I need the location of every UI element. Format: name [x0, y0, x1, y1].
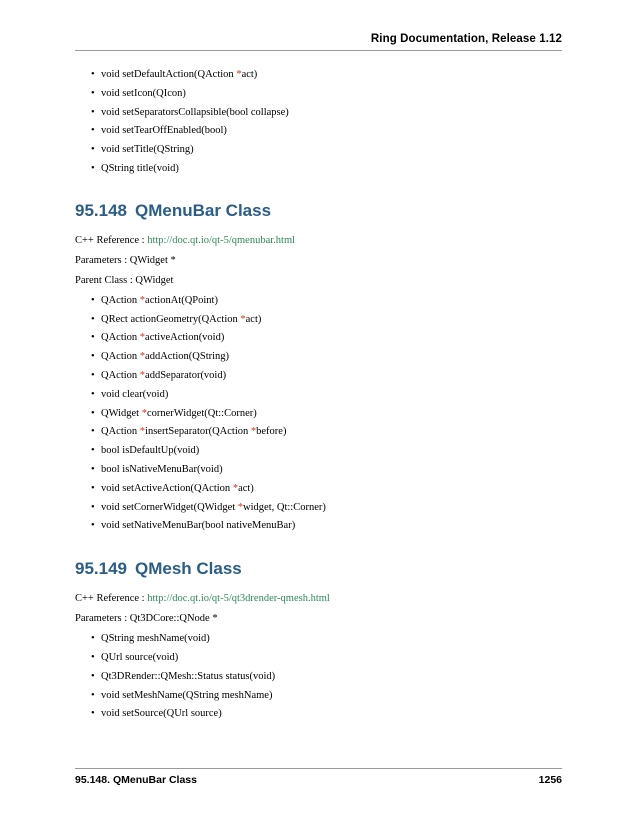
list-item: • void setIcon(QIcon)	[75, 85, 562, 104]
list-item: • QAction *addAction(QString)	[75, 348, 562, 367]
list-item: • QAction *actionAt(QPoint)	[75, 292, 562, 311]
footer-section-title: 95.148. QMenuBar Class	[75, 774, 197, 786]
list-item: • QString meshName(void)	[75, 630, 562, 649]
list-item: • QAction *addSeparator(void)	[75, 367, 562, 386]
running-header: Ring Documentation, Release 1.12	[370, 33, 562, 45]
cpp-reference: C++ Reference : http://doc.qt.io/qt-5/qt3drender-qmesh.html	[75, 593, 330, 605]
list-item: • void setActiveAction(QAction *act)	[75, 480, 562, 499]
page-content	[75, 66, 562, 724]
header-rule	[75, 50, 562, 51]
parameters-text: Parameters : Qt3DCore::QNode *	[75, 613, 218, 625]
list-item: • void setSeparatorsCollapsible(bool collapse)	[75, 104, 562, 123]
footer-rule	[75, 768, 562, 769]
list-item: • bool isNativeMenuBar(void)	[75, 461, 562, 480]
list-item: • Qt3DRender::QMesh::Status status(void)	[75, 668, 562, 687]
section-heading-qmesh: 95.149 QMesh Class	[75, 559, 242, 579]
list-item: • QUrl source(void)	[75, 649, 562, 668]
cpp-reference-link[interactable]: http://doc.qt.io/qt-5/qmenubar.html	[147, 234, 296, 246]
section-heading-qmenubar: 95.148 QMenuBar Class	[75, 200, 272, 220]
parent-class-text: Parent Class : QWidget	[75, 274, 174, 286]
list-item: • void setSource(QUrl source)	[75, 705, 562, 724]
list-item: • QWidget *cornerWidget(Qt::Corner)	[75, 405, 562, 424]
list-item: • void setTearOffEnabled(bool)	[75, 122, 562, 141]
list-item: • void setCornerWidget(QWidget *widget, Qt::Corner)	[75, 499, 562, 518]
method-list-qmenu	[75, 66, 562, 179]
list-item: • QString title(void)	[75, 160, 562, 179]
list-item: • QAction *activeAction(void)	[75, 329, 562, 348]
method-list-qmesh	[75, 630, 562, 724]
list-item: • void setMeshName(QString meshName)	[75, 687, 562, 706]
parameters-text: Parameters : QWidget *	[75, 254, 176, 266]
list-item: • void setNativeMenuBar(bool nativeMenuBar)	[75, 517, 562, 536]
list-item: • QRect actionGeometry(QAction *act)	[75, 311, 562, 330]
cpp-reference-link[interactable]: http://doc.qt.io/qt-5/qt3drender-qmesh.html	[147, 593, 330, 605]
list-item: • void clear(void)	[75, 386, 562, 405]
list-item: • void setDefaultAction(QAction *act)	[75, 66, 562, 85]
list-item: • QAction *insertSeparator(QAction *before)	[75, 423, 562, 442]
method-list-qmenubar	[75, 292, 562, 536]
list-item: • void setTitle(QString)	[75, 141, 562, 160]
list-item: • bool isDefaultUp(void)	[75, 442, 562, 461]
cpp-reference: C++ Reference : http://doc.qt.io/qt-5/qmenubar.html	[75, 234, 296, 246]
page-number: 1256	[538, 774, 562, 786]
